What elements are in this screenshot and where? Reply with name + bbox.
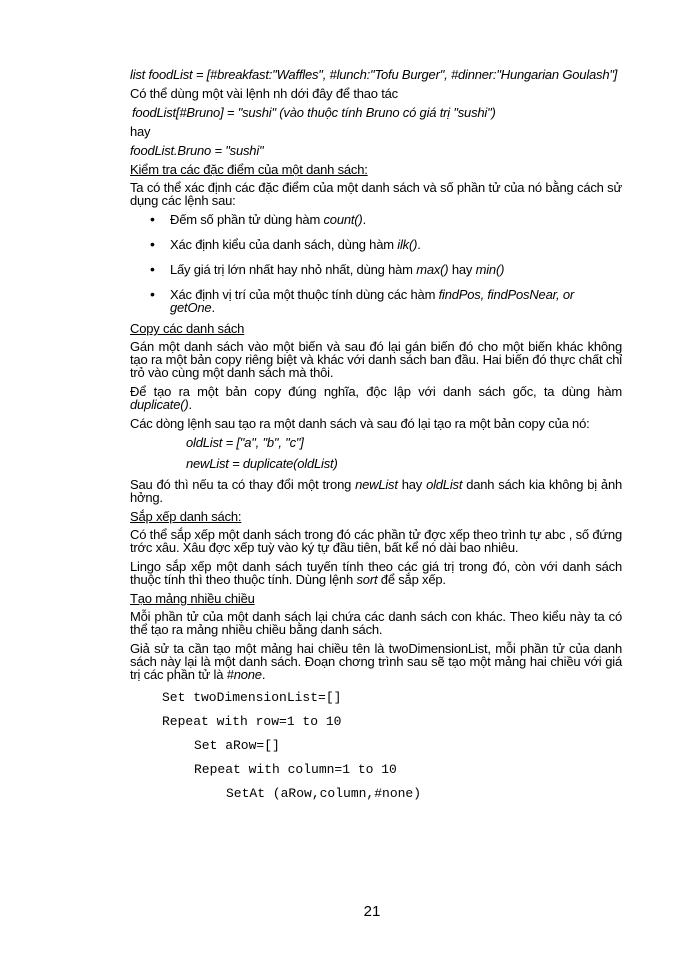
paragraph: Giả sử ta cần tạo một mảng hai chiều tên là twoDimensionList, mỗi phần tử của danh sách này lại là một danh sách. Đoạn chơng trình sau sẽ tạo một mảng hai chiều với giá trị các phần tử là #none.: [130, 641, 622, 682]
code-example: oldList = ["a", "b", "c"]: [186, 435, 304, 450]
list-item: • Đếm số phần tử dùng hàm count().: [150, 211, 366, 227]
paragraph: Để tạo ra một bản copy đúng nghĩa, độc lập với danh sách gốc, ta dùng hàm duplicate().: [130, 384, 622, 412]
paragraph: Sau đó thì nếu ta có thay đổi một trong newList hay oldList danh sách kia không bị ảnh hởng.: [130, 477, 623, 505]
section-heading-copy: Copy các danh sách: [130, 321, 245, 336]
paragraph: Gán một danh sách vào một biến và sau đó lại gán biến đó cho một biến khác không tạo ra một bản copy riêng biệt và khác với danh sách ban đầu. Hai biến đó thực chất chỉ trỏ vào cùng một danh sách mà thôi.: [130, 339, 622, 380]
code-example: newList = duplicate(oldList): [186, 456, 338, 471]
bullet-icon: •: [150, 236, 155, 252]
text-line: Có thể dùng một vài lệnh nh dới đây để thao tác: [130, 86, 398, 101]
section-heading-multidim: Tạo mảng nhiều chiều: [130, 591, 255, 606]
paragraph: Các dòng lệnh sau tạo ra một danh sách và sau đó lại tạo ra một bản copy của nó:: [130, 416, 590, 431]
paragraph: Lingo sắp xếp một danh sách tuyến tính theo các giá trị trong đó, còn với danh sách thuộc tính thì theo thuộc tính. Dùng lệnh sort để sắp xếp.: [130, 559, 622, 587]
code-line-bracket: foodList[#Bruno] = "sushi" (vào thuộc tính Bruno có giá trị "sushi"): [132, 105, 496, 120]
code-line: Set twoDimensionList=[]: [162, 690, 342, 705]
paragraph: Mỗi phần tử của một danh sách lại chứa các danh sách con khác. Theo kiểu này ta có thể tạo ra mảng nhiều chiều bằng danh sách.: [130, 609, 622, 637]
document-body: [130, 68, 622, 811]
page-number: 21: [363, 903, 381, 920]
list-item: • Xác định vị trí của một thuộc tính dùng các hàm findPos, findPosNear, or getOne.: [150, 286, 574, 315]
code-line-dot: foodList.Bruno = "sushi": [130, 143, 264, 158]
paragraph: Ta có thể xác định các đặc điểm của một danh sách và số phần tử của nó bằng cách sử dụng các lệnh sau:: [130, 180, 622, 208]
bullet-icon: •: [150, 261, 155, 277]
code-line: SetAt (aRow,column,#none): [226, 786, 422, 801]
section-heading-check: Kiểm tra các đặc điểm của một danh sách:: [130, 162, 368, 177]
foodlist-definition: list foodList = [#breakfast:"Waffles", #lunch:"Tofu Burger", #dinner:"Hungarian Goulash"]: [130, 67, 618, 82]
bullet-icon: •: [150, 211, 155, 227]
bullet-icon: •: [150, 286, 155, 302]
section-heading-sort: Sắp xếp danh sách:: [130, 509, 242, 524]
code-line: Repeat with row=1 to 10: [162, 714, 342, 729]
list-item: • Lấy giá trị lớn nhất hay nhỏ nhất, dùng hàm max() hay min(): [150, 261, 505, 277]
bullet-list: [130, 213, 622, 314]
code-line: Repeat with column=1 to 10: [194, 762, 397, 777]
text-line-hay: hay: [130, 124, 151, 139]
code-line: Set aRow=[]: [194, 738, 280, 753]
paragraph: Có thể sắp xếp một danh sách trong đó các phần tử đợc xếp theo trình tự abc , số đứng trớc xâu. Xâu đợc xếp tuỳ vào ký tự đầu tiên, bất kể nó dài bao nhiêu.: [130, 527, 622, 555]
list-item: • Xác định kiểu của danh sách, dùng hàm ilk().: [150, 236, 421, 252]
